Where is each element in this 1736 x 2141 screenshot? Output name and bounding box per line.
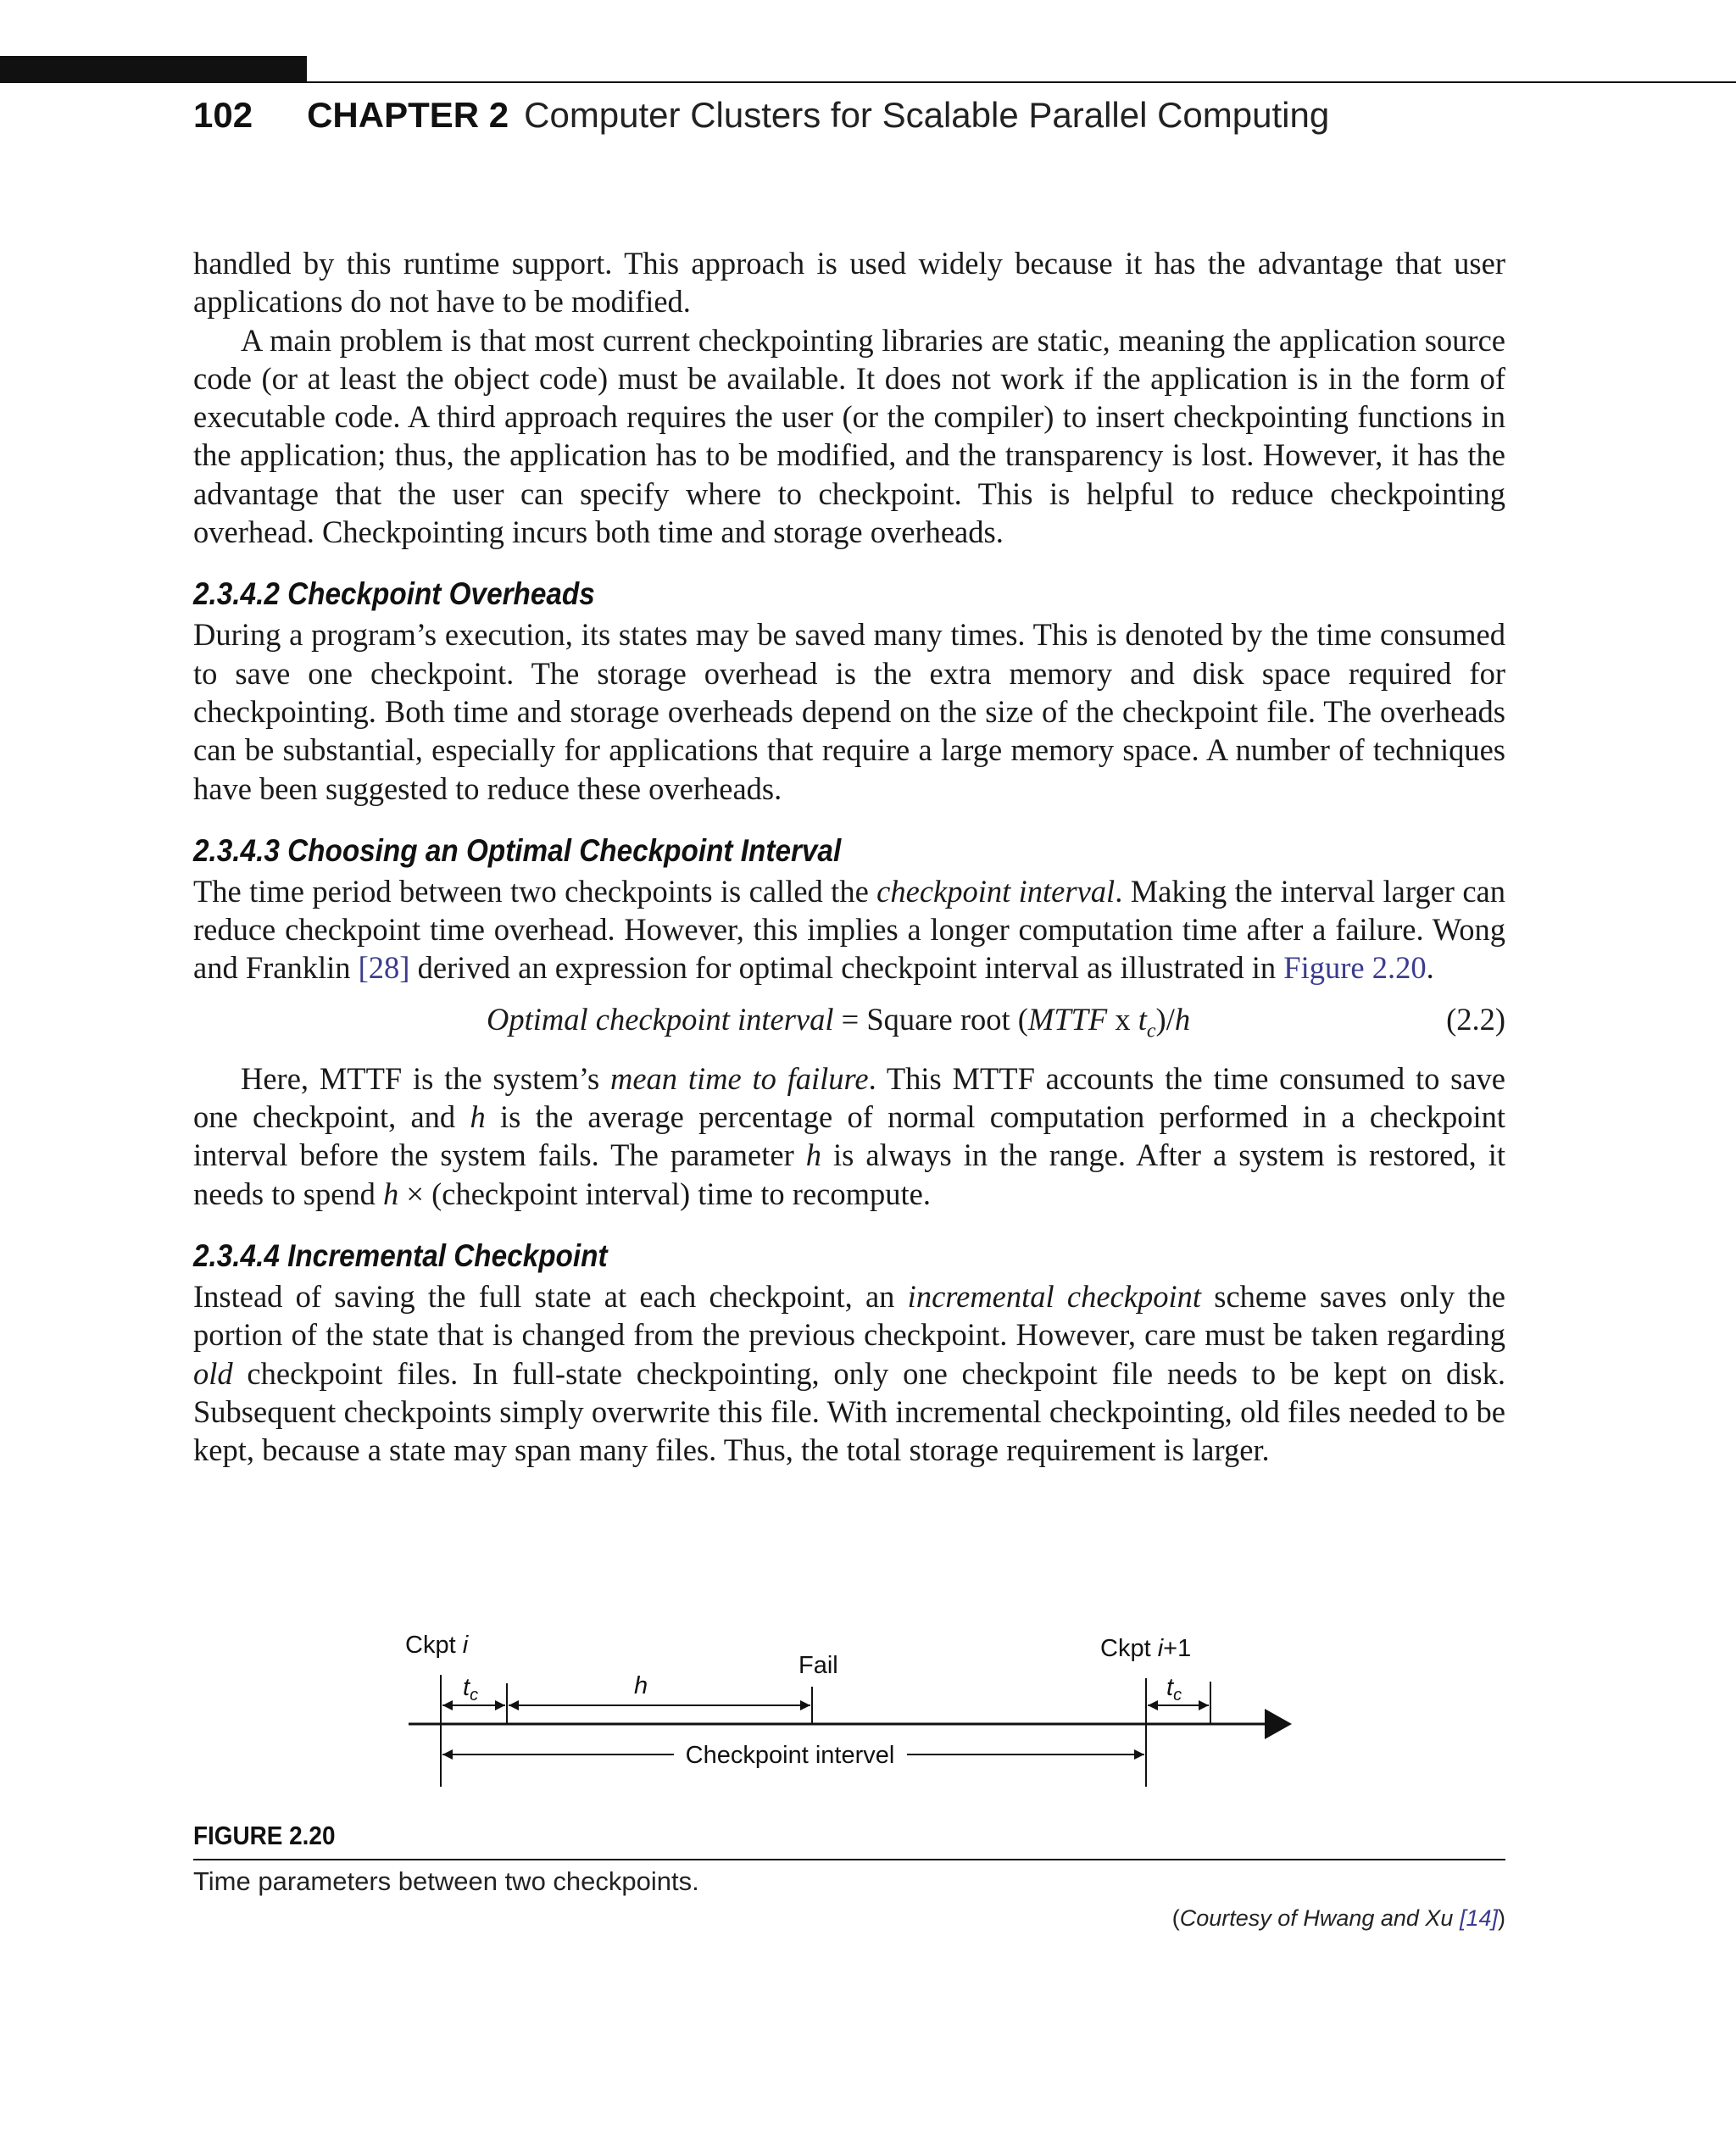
section-heading-incremental-checkpoint: 2.3.4.4 Incremental Checkpoint — [193, 1237, 608, 1273]
fail-label: Fail — [798, 1652, 838, 1679]
h-label: h — [634, 1672, 648, 1699]
figure-caption-rule — [193, 1859, 1505, 1860]
chapter-title: Computer Clusters for Scalable Parallel Computing — [524, 95, 1330, 135]
timeline-diagram — [398, 1619, 1297, 1805]
tc-next-label: $t_c$ — [1166, 1674, 1182, 1704]
term-checkpoint-interval: checkpoint interval — [876, 873, 1116, 909]
running-head — [193, 95, 1329, 141]
reference-link-28[interactable]: [28] — [358, 950, 410, 986]
page-number: 102 — [193, 95, 253, 135]
ckpt-i-label: Ckpt i — [405, 1632, 469, 1659]
checkpoint-interval-label: Checkpoint intervel — [685, 1742, 895, 1769]
equation-body: Optimal checkpoint interval = Square root (MTTF x $t_c)/h$ — [487, 1001, 1191, 1043]
paragraph-checkpoint-overheads: During a program’s execution, its states may be saved many times. This is denoted by the time consumed to save one checkpoint. The storage overhead is the extra memory and disk space required for checkpointing. Both time and storage overheads depend on the size of the checkpoint file. The overheads can be substantial, especially for applications that require a large memory space. A number of techniques have been suggested to reduce these overheads. — [193, 617, 1505, 806]
paragraph-static-libraries: A main problem is that most current checkpointing libraries are static, meaning the application source code (or at least the object code) must be available. It does not work if the application is in the form of executable code. A third approach requires the user (or the compiler) to insert checkpointing functions in the application; thus, the application has to be modified, and the transparency is lost. However, it has the advantage that the user can specify where to checkpoint. This is helpful to reduce checkpointing overhead. Checkpointing incurs both time and storage overheads. — [193, 322, 1505, 550]
section-heading-optimal-interval: 2.3.4.3 Choosing an Optimal Checkpoint Interval — [193, 832, 842, 868]
page-body — [193, 244, 1505, 1469]
chapter-label: CHAPTER 2 — [307, 95, 509, 135]
paragraph-incremental-checkpoint: Instead of saving the full state at each checkpoint, an incremental checkpoint scheme saves only the portion of the state that is changed from the previous checkpoint. However, care must be taken regarding old checkpoint files. In full-state checkpointing, only one checkpoint file needs to be kept on disk. Subsequent checkpoints simply overwrite this file. With incremental checkpointing, old files needed to be kept, because a state may span many files. Thus, the total storage requirement is larger. — [193, 1278, 1505, 1468]
paragraph-optimal-interval: The time period between two checkpoints is called the checkpoint interval. Making the interval larger can reduce checkpoint time overhead. However, this implies a longer computation time after a failure. Wong and Franklin [28] derived an expression for optimal checkpoint interval as illustrated in Figure 2.20. — [193, 873, 1505, 986]
figure-caption: Time parameters between two checkpoints. — [193, 1866, 699, 1896]
figure-2-20-diagram — [398, 1619, 1297, 1805]
header-bar — [0, 56, 307, 83]
tc-label: $t_c$ — [463, 1674, 479, 1704]
reference-link-14[interactable]: [14] — [1459, 1905, 1498, 1931]
section-heading-checkpoint-overheads: 2.3.4.2 Checkpoint Overheads — [193, 576, 595, 612]
header-rule — [307, 81, 1736, 83]
equation-number: (2.2) — [1446, 1001, 1505, 1037]
figure-credit: (Courtesy of Hwang and Xu [14]) — [1171, 1905, 1505, 1931]
paragraph-runtime-support: handled by this runtime support. This approach is used widely because it has the advantage that user applications do not have to be modified. — [193, 246, 1505, 320]
equation-2-2 — [193, 1000, 1505, 1041]
ckpt-next-label: Ckpt i+1 — [1100, 1635, 1192, 1662]
figure-link-2-20[interactable]: Figure 2.20 — [1283, 950, 1427, 986]
paragraph-mttf: Here, MTTF is the system’s mean time to failure. This MTTF accounts the time consumed to save one checkpoint, and h is the average percentage of normal computation performed in a checkpoint interval before the system fails. The parameter h is always in the range. After a system is restored, it needs to spend h × (checkpoint interval) time to recompute. — [193, 1060, 1505, 1211]
timeline-arrowhead — [1265, 1709, 1292, 1739]
figure-label: FIGURE 2.20 — [193, 1821, 336, 1850]
